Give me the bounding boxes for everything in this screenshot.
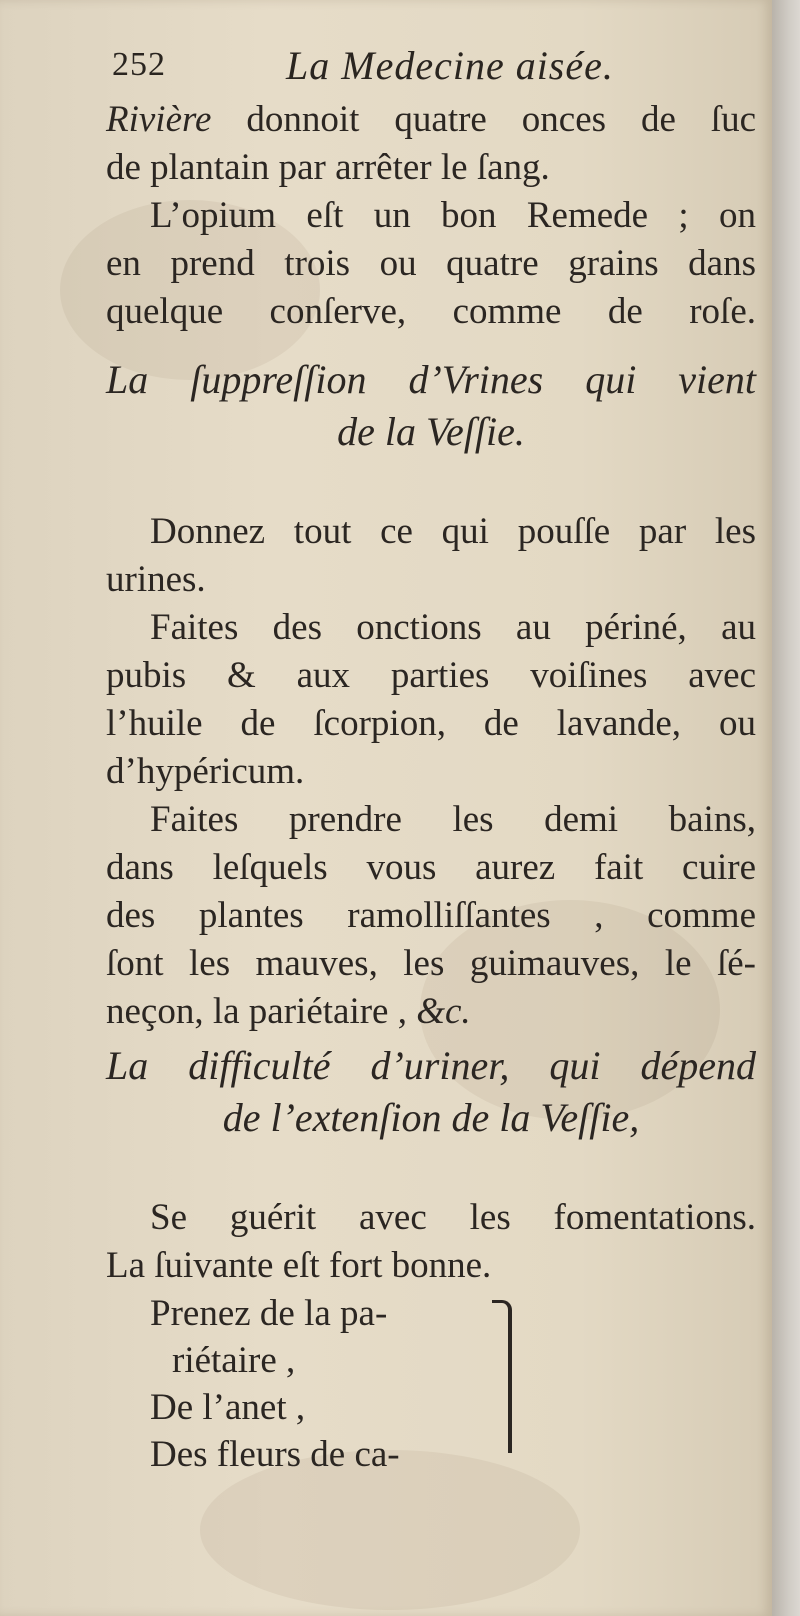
text-line: pubis & aux parties voiſines avec <box>106 655 756 696</box>
paragraph-fomentations <box>106 1194 756 1290</box>
section-heading-urination-difficulty <box>106 1040 756 1144</box>
paragraph-treatment <box>106 508 756 1036</box>
text-line: quelque conſerve, comme de roſe. <box>106 291 756 332</box>
heading-line: La ſuppreſſion d’Vrines qui vient <box>106 357 756 402</box>
text-line: Donnez tout ce qui pouſſe par les <box>150 511 756 552</box>
text-line: d’hypéricum. <box>106 751 305 792</box>
text-line: neçon, la pariétaire , &c. <box>106 991 471 1032</box>
recipe-line: Des fleurs de ca- <box>150 1434 400 1475</box>
text-line: ſont les mauves, les guimauves, le ſé- <box>106 943 756 984</box>
text-line: en prend trois ou quatre grains dans <box>106 243 756 284</box>
text-line: Faites des onctions au périné, au <box>150 607 756 648</box>
page-number: 252 <box>112 46 166 83</box>
recipe-brace <box>492 1300 512 1453</box>
section-heading-urine-suppression <box>106 354 756 458</box>
heading-line: La difficulté d’uriner, qui dépend <box>106 1043 756 1088</box>
text-line: L’opium eſt un bon Remede ; on <box>150 195 756 236</box>
text-line: de plantain par arrêter le ſang. <box>106 147 550 188</box>
etc-abbrev: &c. <box>416 991 471 1032</box>
recipe-line: Prenez de la pa- <box>150 1293 388 1334</box>
book-edge <box>772 0 800 1616</box>
text-line: La ſuivante eſt fort bonne. <box>106 1245 492 1286</box>
text-line: Se guérit avec les fomentations. <box>150 1197 756 1238</box>
text-line: Faites prendre les demi bains, <box>150 799 756 840</box>
recipe-list <box>150 1290 550 1478</box>
heading-line: de l’extenſion de la Veſſie, <box>222 1095 640 1140</box>
author-name: Rivière <box>106 99 212 140</box>
running-title: La Medecine aisée. <box>286 43 614 88</box>
text-line: des plantes ramolliſſantes , comme <box>106 895 756 936</box>
text-line: urines. <box>106 559 206 600</box>
recipe-line: riétaire , <box>172 1340 296 1381</box>
text-line: dans leſquels vous aurez fait cuire <box>106 847 756 888</box>
page-header <box>112 38 752 98</box>
text-line: Rivière donnoit quatre onces de ſuc <box>106 99 756 140</box>
recipe-line: De l’anet , <box>150 1387 306 1428</box>
heading-line: de la Veſſie. <box>337 409 525 454</box>
text-line: l’huile de ſcorpion, de lavande, ou <box>106 703 756 744</box>
paragraph-plantain <box>106 96 756 336</box>
